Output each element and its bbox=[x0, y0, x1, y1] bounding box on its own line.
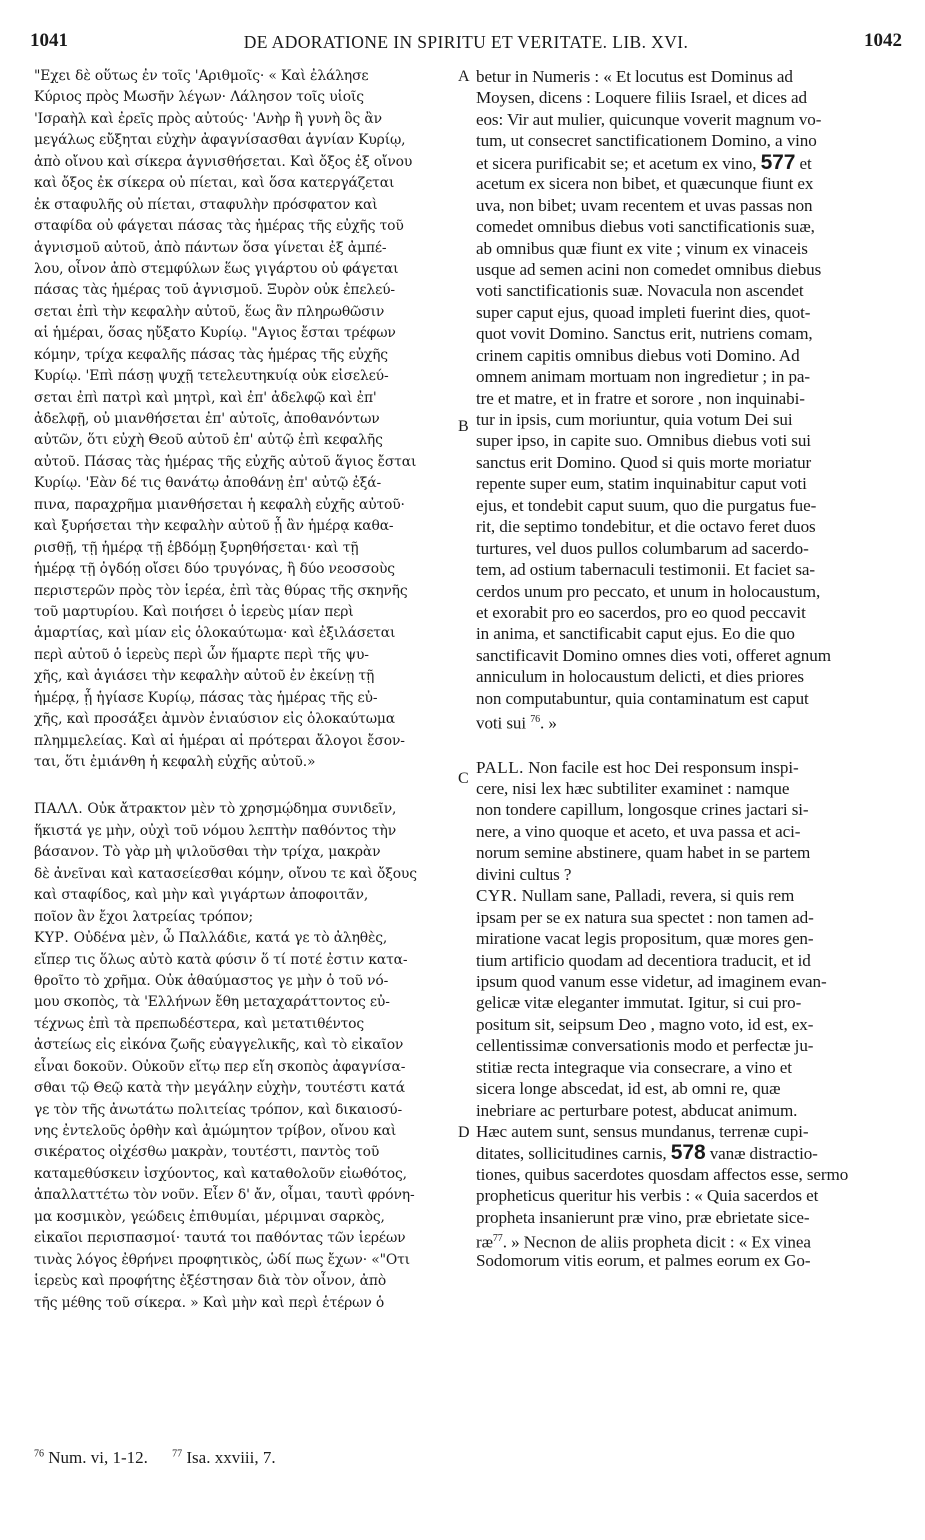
text-line: super ipso, in capite suo. Omnibus diebus voti sui bbox=[476, 431, 811, 451]
text-line: περὶ αὐτοῦ ὁ ἱερεὺς περὶ ὧν ἥμαρτε περὶ τῆς ψυ- bbox=[34, 646, 369, 663]
text-line: in anima, et sanctificabit caput ejus. Eo die quo bbox=[476, 624, 795, 644]
text-line: χῆς, καὶ προσάξει ἀμνὸν ἐνιαύσιον εἰς ὁλοκαύτωμα bbox=[34, 711, 395, 728]
text-line: ἱερεὺς καὶ προφήτης ἐξέστησαν διὰ τὸν οἶνον, ἀπὸ bbox=[34, 1273, 387, 1290]
speaker-pall-greek: ΠΑΛΛ. bbox=[34, 801, 84, 818]
text-line: crinem capitis omnibus diebus voti Domino. Ad bbox=[476, 345, 800, 365]
text-line: ται, ὅτι ἐμιάνθη ἡ κεφαλὴ εὐχῆς αὐτοῦ.» bbox=[34, 754, 316, 770]
text-line: ποῖον ἂν ἔχοι λατρείας τρόπον; bbox=[34, 908, 254, 925]
text-line: τέχνως ἐπὶ τὰ πρεπωδέστερα, καὶ μετατιθέντος bbox=[34, 1015, 365, 1032]
text-line: καὶ σταφίδος, καὶ μὴν καὶ γιγάρτων ἀποφοιτᾶν, bbox=[34, 887, 369, 904]
speaker-pall-latin: PALL. bbox=[476, 757, 524, 777]
running-title: DE ADORATIONE IN SPIRITU ET VERITATE. LIB. XVI. bbox=[243, 32, 689, 52]
running-header bbox=[30, 30, 902, 54]
text-line: γε τὸν τῆς ἀνωτάτω πολιτείας τρόπον, καὶ δικαιοσύ- bbox=[34, 1101, 403, 1118]
text-line: miratione vacat legis propositum, quæ mores gen- bbox=[476, 929, 814, 949]
footnote-77: $^{77}$ Isa. xxviii, 7. bbox=[172, 1448, 276, 1467]
text-line: κόμην, τρίχα κεφαλῆς πάσας τὰς ἡμέρας τῆς εὐχῆς bbox=[34, 346, 388, 363]
text-line: Κυρίῳ. 'Εὰν δέ τις θανάτῳ ἀποθάνῃ ἐπ' αὐτῷ ἐξά- bbox=[34, 475, 382, 492]
text-line: καὶ ὄξος ἐκ σίκερα οὐ πίεται, καὶ ὅσα κατεργάζεται bbox=[34, 175, 395, 192]
text-line: cerdos unum pro peccato, et unum in holocaustum, bbox=[476, 581, 821, 601]
text-line: πάσας τὰς ἡμέρας τοῦ ἁγνισμοῦ. Ξυρὸν οὐκ ἐπελεύ- bbox=[34, 282, 395, 299]
text-line: norum semine abstinere, quam habet in se partem bbox=[476, 843, 811, 863]
text-line: ἡμέρᾳ, ᾗ ἡγίασε Κυρίῳ, πάσας τὰς ἡμέρας τῆς εὐ- bbox=[34, 689, 378, 706]
text-line: anniculum in holocaustum delicti, et dies priores bbox=[476, 667, 804, 687]
text-line: ἀδελφῇ, οὐ μιανθήσεται ἐπ' αὐτοῖς, ἀποθανόντων bbox=[34, 411, 380, 427]
text-line: βάσανον. Τὸ γὰρ μὴ ψιλοῦσθαι τὴν τρίχα, μακρὰν bbox=[34, 844, 381, 861]
text-line: πινα, παραχρῆμα μιανθήσεται ἡ κεφαλὴ εὐχῆς αὐτοῦ· bbox=[34, 496, 405, 513]
text-line: sanctus erit Domino. Quod si quis morte moriatur bbox=[476, 452, 812, 472]
text-line: non tondere capillum, longosque crines jactari si- bbox=[476, 800, 809, 820]
page-number-right: 1042 bbox=[864, 30, 902, 51]
speaker-cyr-greek: ΚΥΡ. bbox=[34, 930, 70, 947]
text-line: χῆς, καὶ ἁγιάσει τὴν κεφαλὴν αὐτοῦ ἐν ἐκείνῃ τῇ bbox=[34, 668, 375, 685]
text-line: tem, ad ostium tabernaculi testimonii. Et faciet sa- bbox=[476, 560, 815, 580]
text-line: εἰκαῖοι περισπασμοί· ταυτά τοι παθόντας τῶν ἱερέων bbox=[34, 1230, 406, 1247]
text-line: nere, a vino quoque et aceto, et uva passa et aci- bbox=[476, 821, 801, 841]
text-line: νης ἐντελοῦς ὀρθὴν καὶ ἀμώμητον τρίβον, οἴνου καὶ bbox=[34, 1123, 397, 1139]
text-line: ἀπαλλαττέτω τὸν νοῦν. Εἶεν δ' ἄν, οἶμαι, ταυτὶ φρόνη- bbox=[34, 1187, 415, 1204]
latin-paragraph-1: betur in Numeris : « Et locutus est Dominus ad Moysen, dicens : Loquere filiis Israel, et dices ad eos: Vir aut mulier, quicunque voverit magnum vo- tum, ut consecret sanctificationem Domino, a vino et sicera purificabit se; et acetum ex vino, 577 et acetum ex sicera non bibet, et quæcunque fiunt ex uva, non bibet; uvam recentem et uvas passas non comedet omnibus diebus voti sanctificationis suæ, ab omnibus quæ fiunt ex vite ; vinum ex vinaceis usque ad semen acini non comedet omnibus diebus voti sanctificationis suæ. Novacula non ascendet super caput ejus, quoad impleti fuerint dies, quot- quot vovit Domino. Sanctus erit, nutriens comam, crinem capitis omnibus diebus voti Domino. Ad omnem animam mortuam non ingredietur ; in pa- tre et matre, et in fratre et sorore , non inquinabi- tur in ipsis, cum moriuntur, quia votum Dei sui super ipso, in capite suo. Omnibus diebus voti sui sanctus erit Domino. Quod si quis morte moriatur repente super eum, statim inquinabitur caput voti ejus, et tondebit caput suum, quo die purgatus fue- rit, die septimo tondebitur, et die octavo feret duos turtures, vel duos pullos columbarum ad sacerdo- tem, ad ostium tabernaculi testimonii. Et faciet sa- cerdos unum pro peccato, et unum in holocaustum, et exorabit pro eo sacerdos, pro eo quod peccavit in anima, et sanctificabit caput ejus. Eo die quo sanctificavit Domino omnes dies voti, offeret agnum anniculum in holocaustum delicti, et dies priores non computabuntur, quia contaminatum est caput voti sui $^{76}$. » bbox=[476, 66, 906, 731]
text-line: τοῦ μαρτυρίου. Καὶ ποιήσει ὁ ἱερεὺς μίαν περὶ bbox=[34, 603, 354, 620]
text-line: positum sit, seipsum Deo , magno voto, id est, ex- bbox=[476, 1014, 814, 1034]
text-line: et exorabit pro eo sacerdos, pro eo quod peccavit bbox=[476, 602, 806, 622]
footnote-ref-76: 76 bbox=[530, 714, 541, 726]
footnotes bbox=[34, 1448, 296, 1468]
text-line: δὲ ἀνεῖναι καὶ κατασείεσθαι κόμην, οἴνου τε καὶ ὄξους bbox=[34, 865, 417, 882]
margin-number-578: 578 bbox=[670, 1141, 706, 1165]
footnote-ref-77: 77 bbox=[492, 1233, 503, 1245]
latin-paragraph-3: CYR. Nullam sane, Palladi, revera, si quis rem ipsam per se ex natura sua spectet : non tamen ad- miratione vacat legis propositum, quæ mores gen- tium artificio quodam ad decentiora traducit, et id ipsum quod vanum esse videtur, ad imaginem evan- gelicæ vitæ eleganter immutat. Igitur, si cui pro- positum sit, seipsum Deo , magno voto, id est, ex- cellentissimæ conversationis modo et perfectæ ju- stitiæ recta integraque via consecrare, a vino et sicera longe abscedat, id est, ab omni re, quæ inebriare ac perturbare potest, abducat animum. Hæc autem sunt, sensus mundanus, terrenæ cupi- ditates, sollicitudines carnis, 578 vanæ distractio- tiones, quibus sacerdotes quosdam affectos esse, sermo propheticus queritur his verbis : « Quia sacerdos et propheta insanierunt præ vino, præ ebrietate sice- $ræ^{77}$. » Necnon de aliis propheta dicit : « Ex vinea Sodomorum vitis eorum, et palmes eorum ex Go- bbox=[476, 885, 906, 1271]
text-line: μα κοσμικὸν, γεώδεις ἐπιθυμίαι, μέριμναι σαρκὸς, bbox=[34, 1208, 385, 1225]
text-line: Κυρίῳ. 'Επὶ πάσῃ ψυχῇ τετελευτηκυίᾳ οὐκ εἰσελεύ- bbox=[34, 368, 389, 385]
text-line: omnem animam mortuam non ingredietur ; in pa- bbox=[476, 367, 810, 387]
latin-paragraph-2: PALL. Non facile est hoc Dei responsum inspi- cere, nisi lex hæc subtiliter examinet : namque non tondere capillum, longosque crines jactari si- nere, a vino quoque et aceto, et uva passa et aci- norum semine abstinere, quam habet in se partem divini cultus ? bbox=[476, 757, 906, 886]
text-line: σταφίδα οὐ φάγεται πάσας τὰς ἡμέρας τῆς εὐχῆς τοῦ bbox=[34, 218, 404, 235]
text-line: μου σκοπὸς, τὰ 'Ελλήνων ἔθη μεταχαράττοντος εὐ- bbox=[34, 994, 390, 1011]
text-line: stitiæ recta integraque via consecrare, a vino et bbox=[476, 1057, 792, 1077]
text-line: tiones, quibus sacerdotes quosdam affectos esse, sermo bbox=[476, 1164, 849, 1184]
text-line: tium artificio quodam ad decentiora traducit, et id bbox=[476, 950, 811, 970]
text-line: propheticus queritur his verbis : « Quia sacerdos et bbox=[476, 1186, 819, 1206]
text-line: tre et matre, et in fratre et sorore , non inquinabi- bbox=[476, 388, 805, 408]
text-line: tur in ipsis, cum moriuntur, quia votum Dei sui bbox=[476, 410, 793, 429]
text-line: ἐκ σταφυλῆς οὐ πίεται, σταφυλὴν πρόσφατον καὶ bbox=[34, 196, 378, 213]
margin-number-577: 577 bbox=[760, 150, 796, 174]
text-line: sanctificavit Domino omnes dies voti, offeret agnum bbox=[476, 645, 831, 665]
text-line: 'Ισραὴλ καὶ ἐρεῖς πρὸς αὐτούς· 'Ανὴρ ἢ γυνὴ ὃς ἂν bbox=[34, 110, 382, 127]
speaker-cyr-latin: CYR. bbox=[476, 886, 518, 906]
text-line: uva, non bibet; uvam recentem et uvas passas non bbox=[476, 195, 813, 215]
text-line: voti sanctificationis suæ. Novacula non ascendet bbox=[476, 281, 804, 301]
text-line: σθαι τῷ Θεῷ κατὰ τὴν μεγάλην εὐχὴν, τουτέστι κατά bbox=[34, 1080, 405, 1097]
text-line: repente super eum, statim inquinabitur caput voti bbox=[476, 474, 807, 494]
text-line: ipsum quod vanum esse videtur, ad imaginem evan- bbox=[476, 971, 827, 991]
text-line: super caput ejus, quoad impleti fuerint dies, quot- bbox=[476, 302, 811, 322]
text-line: non computabuntur, quia contaminatum est caput bbox=[476, 688, 809, 708]
text-line: Κύριος πρὸς Μωσῆν λέγων· Λάλησον τοῖς υἱοῖς bbox=[34, 89, 364, 106]
text-line: divini cultus ? bbox=[476, 864, 572, 884]
text-line: εἶναι δοκοῦν. Οὐκοῦν εἴτῳ περ εἴη σκοπὸς ἀφαγνίσα- bbox=[34, 1058, 406, 1075]
section-marker-a: A bbox=[458, 68, 470, 85]
text-line: propheta insanierunt præ vino, præ ebrietate sice- bbox=[476, 1207, 810, 1227]
text-line: usque ad semen acini non comedet omnibus diebus bbox=[476, 259, 822, 279]
text-line: cere, nisi lex hæc subtiliter examinet : namque bbox=[476, 779, 790, 798]
greek-column bbox=[34, 66, 464, 1314]
text-line: καταμεθύσκειν ἰσχύοντος, καὶ καταθολοῦν εἰωθότος, bbox=[34, 1165, 407, 1182]
text-line: καὶ ξυρήσεται τὴν κεφαλὴν αὐτοῦ ᾗ ἂν ἡμέρᾳ καθα- bbox=[34, 518, 394, 535]
footnote-76: $^{76}$ Num. vi, 1-12. bbox=[34, 1448, 148, 1467]
text-line: quot vovit Domino. Sanctus erit, nutriens comam, bbox=[476, 324, 813, 344]
text-line: ἁγνισμοῦ αὐτοῦ, ἀπὸ πάντων ὅσα γίνεται ἐξ ἀμπέ- bbox=[34, 239, 387, 256]
text-line: τῆς μέθης τοῦ σίκερα. » Καὶ μὴν καὶ περὶ ἑτέρων ὁ bbox=[34, 1294, 385, 1311]
text-line: αὐτοῦ. Πάσας τὰς ἡμέρας τῆς εὐχῆς αὐτοῦ ἅγιος ἔσται bbox=[34, 453, 417, 470]
text-line: ipsam per se ex natura sua spectet : non tamen ad- bbox=[476, 907, 814, 927]
text-line: ejus, et tondebit caput suum, quo die purgatus fue- bbox=[476, 495, 817, 515]
text-line: λου, οἶνον ἀπὸ στεμφύλων ἕως γιγάρτου οὐ φάγεται bbox=[34, 260, 399, 277]
text-line: εἴπερ τις ὅλως αὐτὸ κατὰ φύσιν ὅ τί ποτέ ἐστιν κατα- bbox=[34, 951, 408, 968]
greek-paragraph-1 bbox=[34, 66, 464, 773]
text-line: cellentissimæ conversationis modo et perfectæ ju- bbox=[476, 1036, 814, 1056]
page-number-left: 1041 bbox=[30, 30, 68, 51]
text-line: σεται ἐπὶ τὴν κεφαλὴν αὐτοῦ, ἕως ἂν πληρωθῶσιν bbox=[34, 303, 385, 320]
section-marker-b: B bbox=[458, 418, 469, 435]
greek-paragraph-3: ΚΥΡ. Οὐδένα μὲν, ὦ Παλλάδιε, κατά γε τὸ ἀληθὲς, εἴπερ τις ὅλως αὐτὸ κατὰ φύσιν ὅ τί ποτέ ἐστιν κατα- θροῖτο τὸ χρῆμα. Οὐκ ἀθαύμαστος γε μὴν ὁ τοῦ νό- μου σκοπὸς, τὰ 'Ελλήνων ἔθη μεταχαράττοντος εὐ- τέχνως ἐπὶ τὰ πρεπωδέστερα, καὶ μετατιθέντος ἀστείως εἰς εἰκόνα ζωῆς εὐαγγελικῆς, καὶ τὸ εἰκαῖον εἶναι δοκοῦν. Οὐκοῦν εἴτῳ περ εἴη σκοπὸς ἀφαγνίσα- σθαι τῷ Θεῷ κατὰ τὴν μεγάλην εὐχὴν, τουτέστι κατά γε τὸν τῆς ἀνωτάτω πολιτείας τρόπον, καὶ δικαιοσύ- νης ἐντελοῦς ὀρθὴν καὶ ἀμώμητον τρίβον, οἴνου καὶ σικέρατος οἰχέσθω μακρὰν, τουτέστι, παντὸς τοῦ καταμεθύσκειν ἰσχύοντος, καὶ καταθολοῦν εἰωθότος, ἀπαλλαττέτω τὸν νοῦν. Εἶεν δ' ἄν, οἶμαι, ταυτὶ φρόνη- μα κοσμικὸν, γεώδεις ἐπιθυμίαι, μέριμναι σαρκὸς, εἰκαῖοι περισπασμοί· ταυτά τοι παθόντας τῶν ἱερέων τινὰς λόγος ἐθρήνει προφητικὸς, ὡδί πως ἔχων· «"Οτι ἱερεὺς καὶ προφήτης ἐξέστησαν διὰ τὸν οἶνον, ἀπὸ τῆς μέθης τοῦ σίκερα. » Καὶ μὴν καὶ περὶ ἑτέρων ὁ bbox=[34, 928, 464, 1314]
text-line: ἥκιστά γε μὴν, οὐχὶ τοῦ νόμου λεπτὴν παθόντος τὴν bbox=[34, 822, 397, 839]
text-line: ab omnibus quæ fiunt ex vite ; vinum ex vinaceis bbox=[476, 238, 808, 258]
section-marker-d: D bbox=[458, 1124, 470, 1141]
text-line: αἱ ἡμέραι, ὅσας ηὔξατο Κυρίῳ. "Αγιος ἔσται τρέφων bbox=[34, 325, 396, 342]
text-line: αὐτῶν, ὅτι εὐχὴ Θεοῦ αὐτοῦ ἐπ' αὐτῷ ἐπὶ κεφαλῆς bbox=[34, 432, 383, 449]
text-line: sicera longe abscedat, id est, ab omni re, quæ bbox=[476, 1079, 781, 1099]
text-line: ἁμαρτίας, καὶ μίαν εἰς ὁλοκαύτωμα· καὶ ἐξιλάσεται bbox=[34, 625, 396, 642]
text-line: comedet omnibus diebus voti sanctificationis suæ, bbox=[476, 217, 815, 237]
text-line: μεγάλως εὔξηται εὐχὴν ἀφαγνίσασθαι ἁγνίαν Κυρίῳ, bbox=[34, 132, 406, 149]
text-line: turtures, vel duos pullos columbarum ad sacerdo- bbox=[476, 538, 809, 558]
text-line: ἀπὸ οἴνου καὶ σίκερα ἁγνισθήσεται. Καὶ ὄξος ἐξ οἴνου bbox=[34, 153, 413, 170]
text-line: "Εχει δὲ οὕτως ἐν τοῖς 'Αριθμοῖς· « Καὶ ἐλάλησε bbox=[34, 68, 369, 84]
text-line: Hæc autem sunt, sensus mundanus, terrenæ cupi- bbox=[476, 1122, 809, 1141]
text-line: ἀστείως εἰς εἰκόνα ζωῆς εὐαγγελικῆς, καὶ τὸ εἰκαῖον bbox=[34, 1037, 404, 1054]
greek-paragraph-2: ΠΑΛΛ. Οὐκ ἄτρακτον μὲν τὸ χρησμῴδημα συνιδεῖν, ἥκιστά γε μὴν, οὐχὶ τοῦ νόμου λεπτὴν παθόντος τὴν βάσανον. Τὸ γὰρ μὴ ψιλοῦσθαι τὴν τρίχα, μακρὰν δὲ ἀνεῖναι καὶ κατασείεσθαι κόμην, οἴνου τε καὶ ὄξους καὶ σταφίδος, καὶ μὴν καὶ γιγάρτων ἀποφοιτᾶν, ποῖον ἂν ἔχοι λατρείας τρόπον; bbox=[34, 799, 464, 928]
text-line: rit, die septimo tondebitur, et die octavo feret duos bbox=[476, 517, 816, 537]
text-line: gelicæ vitæ eleganter immutat. Igitur, si cui pro- bbox=[476, 993, 802, 1013]
text-line: σικέρατος οἰχέσθω μακρὰν, τουτέστι, παντὸς τοῦ bbox=[34, 1144, 380, 1161]
text-line: inebriare ac perturbare potest, abducat animum. bbox=[476, 1100, 798, 1120]
text-line: περιστερῶν πρὸς τὸν ἱερέα, ἐπὶ τὰς θύρας τῆς σκηνῆς bbox=[34, 582, 408, 599]
text-line: ρισθῇ, τῇ ἡμέρᾳ τῇ ἑβδόμῃ ξυρηθήσεται· καὶ τῇ bbox=[34, 539, 359, 556]
text-line: τινὰς λόγος ἐθρήνει προφητικὸς, ὡδί πως ἔχων· «"Οτι bbox=[34, 1251, 410, 1268]
section-marker-c: C bbox=[458, 770, 469, 787]
text-line: σεται ἐπὶ πατρὶ καὶ μητρὶ, καὶ ἐπ' ἀδελφῷ καὶ ἐπ' bbox=[34, 389, 377, 406]
text-line: acetum ex sicera non bibet, et quæcunque fiunt ex bbox=[476, 174, 814, 194]
text-line: πλημμελείας. Καὶ αἱ ἡμέραι αἱ πρότεραι ἄλογοι ἔσον- bbox=[34, 732, 405, 749]
text-line: ἡμέρᾳ τῇ ὀγδόῃ οἴσει δύο τρυγόνας, ἢ δύο νεοσσοὺς bbox=[34, 561, 395, 578]
latin-column bbox=[476, 66, 906, 1271]
text-line: θροῖτο τὸ χρῆμα. Οὐκ ἀθαύμαστος γε μὴν ὁ τοῦ νό- bbox=[34, 972, 389, 989]
